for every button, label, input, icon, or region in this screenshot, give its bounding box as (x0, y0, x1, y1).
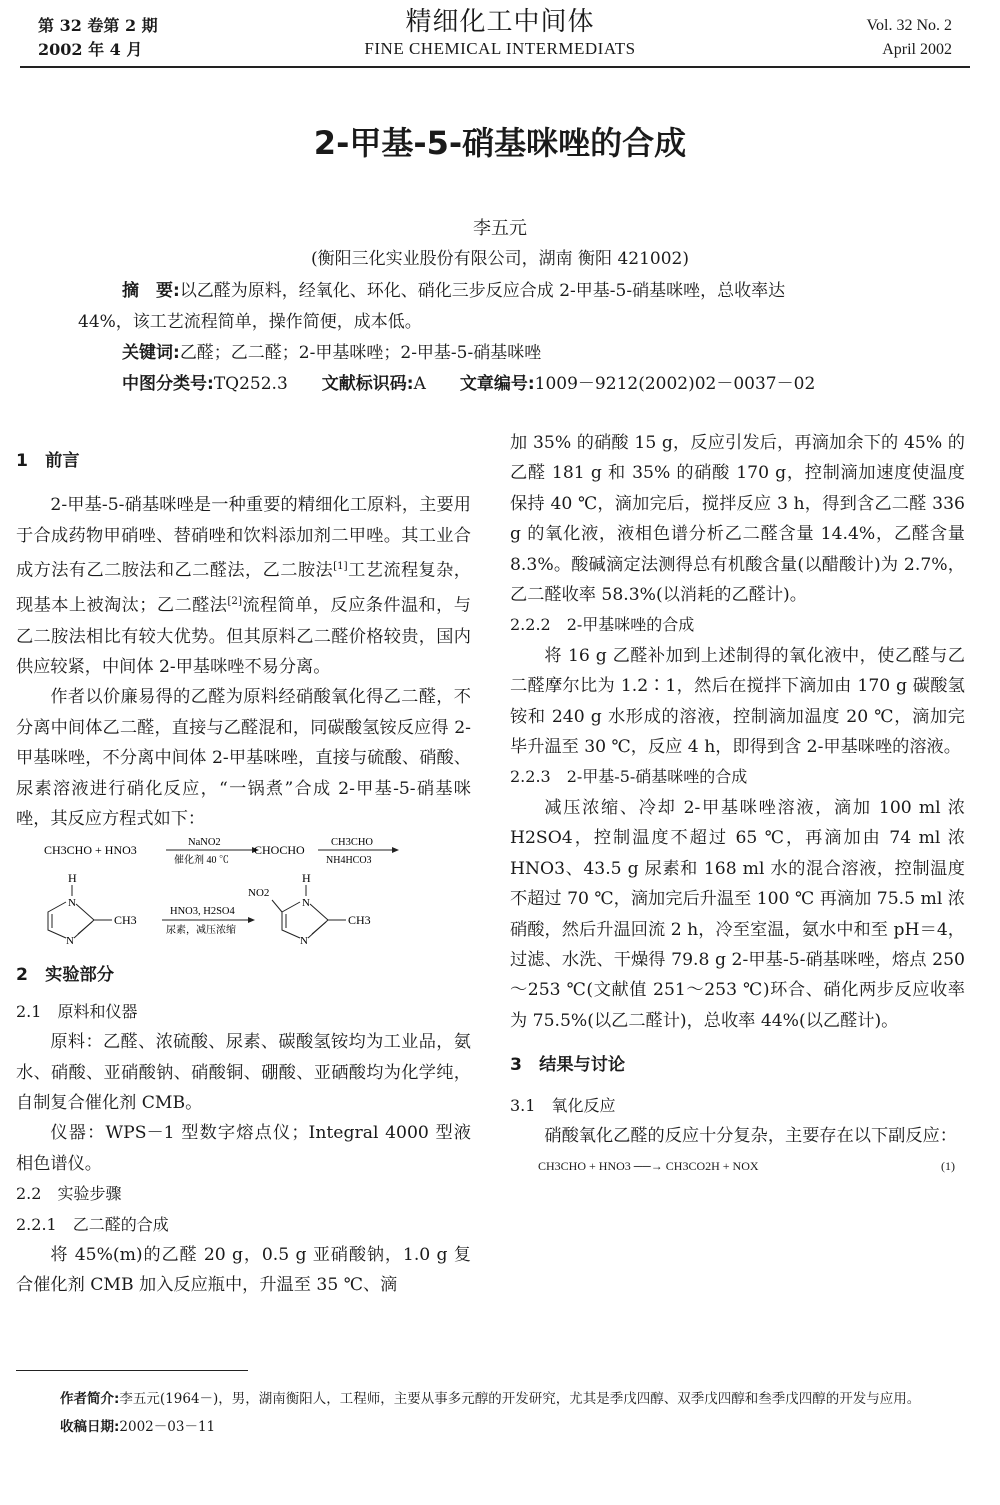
section-2-heading: 2 实验部分 (16, 965, 114, 986)
article-title: 2-甲基-5-硝基咪唑的合成 (313, 124, 687, 162)
ring2-h: H (302, 871, 311, 886)
eq1-arrowhead-2 (392, 847, 399, 853)
doc-code: A (413, 374, 426, 394)
article-number: 1009－9212(2002)02－0037－02 (534, 374, 816, 394)
equation-1 (510, 1151, 965, 1177)
paragraph-methylimidazole: 将 16 g 乙醛补加到上述制得的氧化液中，使乙醛与乙二醛摩尔比为 1.2∶1，然后在搅拌下滴加由 170 g 碳酸氢铵和 240 g 水形成的溶液，控制滴加温度 20 ℃，滴加完毕升温至 30 ℃，反应 4 h，即得到含 2-甲基咪唑的溶液。 (510, 645, 965, 758)
keywords: 乙醛；乙二醛；2-甲基咪唑；2-甲基-5-硝基咪唑 (179, 343, 542, 363)
intro-text-b: 工艺流程复杂，现基本上被淘汰；乙二醛法 (16, 560, 471, 617)
header-date-cn: 2002 年 4 月 (38, 40, 143, 59)
footnote (60, 1388, 960, 1438)
journal-name-en: FINE CHEMICAL INTERMEDIATS (364, 39, 636, 58)
left-column (16, 446, 471, 1301)
paragraph-instruments: 仪器：WPS－1 型数字熔点仪；Integral 4000 型液相色谱仪。 (16, 1123, 471, 1174)
abstract-text-1: 以乙醛为原料，经氧化、环化、硝化三步反应合成 2-甲基-5-硝基咪唑，总收率达 (179, 281, 786, 301)
header-rule (20, 66, 970, 68)
paragraph-intro-2: 作者以价廉易得的乙醛为原料经硝酸氧化得乙二醛，不分离中间体乙二醛，直接与乙醛混和，同碳酸氢铵反应得 2-甲基咪唑，不分离中间体 2-甲基咪唑，直接与硫酸、硝酸、尿素溶液进行硝化反应，“一锅煮”合成 2-甲基-5-硝基咪唑，其反应方程式如下： (16, 687, 471, 829)
received-date-label: 收稿日期: (60, 1419, 120, 1435)
section-2-2-3-heading: 2.2.3 2-甲基-5-硝基咪唑的合成 (510, 767, 748, 787)
section-2-1-heading: 2.1 原料和仪器 (16, 1001, 138, 1021)
article-number-label: 文章编号: (459, 374, 535, 394)
ring2-no2: NO2 (248, 887, 270, 900)
abstract-line (78, 276, 918, 307)
eq1-reactants: CH3CHO + HNO3 (44, 843, 137, 858)
author-affiliation: (衡阳三化实业股份有限公司，湖南 衡阳 421002) (311, 249, 689, 269)
keywords-line (78, 338, 918, 369)
header-issue-en (867, 14, 953, 62)
received-date-value: 2002－03－11 (119, 1419, 216, 1435)
abstract-block (78, 276, 918, 400)
ring1-n1: N (68, 897, 76, 910)
author-bio-text: 李五元(1964－)，男，湖南衡阳人，工程师，主要从事多元醇的开发研究，尤其是季戊四醇、双季戊四醇和叁季戊四醇的开发与应用。 (119, 1391, 921, 1407)
classification-line (78, 369, 918, 400)
eq1-arrow1-bottom: 催化剂 40 ℃ (174, 855, 229, 867)
paragraph-glyoxal-cont: 加 35% 的硝酸 15 g，反应引发后，再滴加余下的 45% 的乙醛 181 g 和 35% 的硝酸 170 g，控制滴加速度使温度保持 40 ℃，滴加完后，搅拌反应 3 h，得到含乙二醛 336 g 的氧化液，液相色谱分析乙二醛含量 14.4%，乙醛含量 8.3%。酸碱滴定法测得总有机酸含量(以醋酸计)为 2.7%，乙二醛收率 58.3%(以消耗的乙醛计)。 (510, 433, 965, 606)
eq1-arrow2-top: CH3CHO (331, 837, 374, 849)
right-column (510, 428, 965, 1177)
clc-label: 中图分类号: (122, 374, 214, 394)
intro-text-c: 流程简单，反应条件温和，与乙二胺法相比有较大优势。但其原料乙二醛价格较贵，国内供应较紧，中间体 2-甲基咪唑不易分离。 (16, 596, 471, 677)
author-bio-label: 作者简介: (60, 1391, 120, 1407)
paragraph-materials: 原料：乙醛、浓硫酸、尿素、碳酸氢铵均为工业品，氨水、硝酸、亚硝酸钠、硝酸铜、硼酸、亚硒酸均为化学纯，自制复合催化剂 CMB。 (16, 1032, 471, 1113)
reaction-scheme (16, 834, 471, 954)
equation-1-number: (1) (941, 1159, 955, 1174)
clc-code: TQ252.3 (213, 374, 288, 394)
ring2-n1: N (302, 897, 310, 910)
section-2-2-1-heading: 2.2.1 乙二醛的合成 (16, 1214, 169, 1234)
ring2-ch3: CH3 (348, 913, 371, 928)
author-name: 李五元 (473, 218, 527, 239)
eq1-arrow1-top: NaNO2 (188, 837, 221, 849)
abstract-text-2: 44%，该工艺流程简单，操作简便，成本低。 (78, 312, 422, 332)
ring1-bonds (48, 902, 66, 938)
doc-code-label: 文献标识码: (321, 374, 414, 394)
footnote-rule (16, 1370, 248, 1371)
eq2-arrow-bottom: 尿素，减压浓缩 (166, 925, 236, 937)
intro-text-a: 2-甲基-5-硝基咪唑是一种重要的精细化工原料，主要用于合成药物甲硝唑、替硝唑和饮料添加剂二甲唑。其工业合成方法有乙二胺法和乙二醛法，乙二胺法 (16, 495, 471, 581)
keywords-label: 关键词: (122, 343, 180, 363)
paragraph-nitration: 减压浓缩、冷却 2-甲基咪唑溶液，滴加 100 ml 浓 H2SO4，控制温度不超过 65 ℃，再滴加由 74 ml 浓 HNO3、43.5 g 尿素和 168 ml 水的混合溶液，控制温度不超过 70 ℃，滴加完后升温至 100 ℃ 再滴加 75.5 ml 浓硝酸，然后升温回流 2 h，冷至室温，氨水中和至 pH＝4，过滤、水洗、干燥得 79.8 g 2-甲基-5-硝基咪唑，熔点 250～253 ℃(文献值 251～253 ℃)环合、硝化两步反应收率为 75.5%(以乙二醛计)，总收率 44%(以乙醛计)。 (510, 797, 965, 1031)
header-issue (38, 14, 158, 62)
ring2-n3: N (300, 935, 308, 948)
section-2-2-2-heading: 2.2.2 2-甲基咪唑的合成 (510, 615, 695, 635)
paragraph-intro-1 (16, 490, 471, 682)
abstract-label: 摘 要: (122, 281, 180, 301)
section-1-heading: 1 前言 (16, 451, 80, 471)
author-bio (60, 1388, 960, 1410)
eq2-arrow-top: HNO3, H2SO4 (170, 906, 235, 918)
ring1-n3: N (66, 935, 74, 948)
header-volume-en: Vol. 32 No. 2 (866, 17, 952, 34)
ring1-ch3: CH3 (114, 913, 137, 928)
received-date (60, 1416, 960, 1438)
journal-name-cn: 精细化工中间体 (405, 7, 595, 37)
paragraph-oxidation: 硝酸氧化乙醛的反应十分复杂，主要存在以下副反应： (544, 1125, 957, 1146)
reference-1[interactable]: [1] (333, 560, 348, 573)
journal-masthead (300, 6, 700, 60)
header-volume-cn: 第 32 卷第 2 期 (38, 16, 158, 35)
section-2-2-heading: 2.2 实验步骤 (16, 1184, 122, 1204)
section-3-1-heading: 3.1 氧化反应 (510, 1095, 616, 1115)
eq1-arrow2-bottom: NH4HCO3 (326, 855, 372, 867)
header-date-en: April 2002 (882, 41, 952, 58)
ring2-bonds (282, 902, 300, 938)
eq1-glyoxal: CHOCHO (254, 843, 305, 858)
eq2-arrowhead (248, 917, 255, 923)
reference-2[interactable]: [2] (227, 595, 242, 608)
paragraph-glyoxal-start: 将 45%(m)的乙醛 20 g，0.5 g 亚硝酸钠，1.0 g 复合催化剂 CMB 加入反应瓶中，升温至 35 ℃、滴 (16, 1245, 471, 1296)
section-3-heading: 3 结果与讨论 (510, 1055, 626, 1076)
equation-1-text: CH3CHO + HNO3 ──→ CH3CO2H + NOX (538, 1159, 759, 1174)
ring1-h: H (68, 871, 77, 886)
